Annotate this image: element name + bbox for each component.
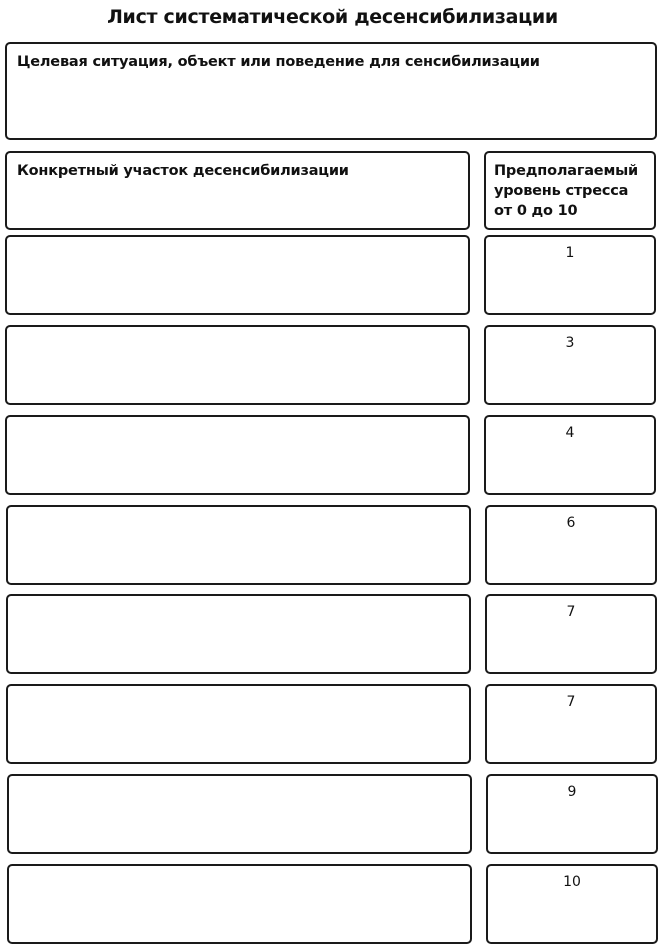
step-field-6[interactable] [6, 684, 471, 764]
stress-level-field-7[interactable] [486, 774, 658, 854]
stress-level-field-4[interactable] [485, 505, 657, 585]
step-field-4[interactable] [6, 505, 471, 585]
step-field-7[interactable] [7, 774, 472, 854]
stress-label-line-2: уровень стресса [494, 183, 629, 199]
stress-level-2: 3 [565, 335, 575, 351]
step-field-8[interactable] [7, 864, 472, 944]
step-column-label: Конкретный участок десенсибилизации [17, 163, 349, 179]
step-column-header [5, 151, 470, 230]
stress-level-4: 6 [566, 515, 576, 531]
stress-level-7: 9 [567, 784, 577, 800]
step-field-5[interactable] [6, 594, 471, 674]
stress-level-field-3[interactable] [484, 415, 656, 495]
stress-level-8: 10 [563, 874, 581, 890]
stress-level-3: 4 [565, 425, 575, 441]
stress-level-field-1[interactable] [484, 235, 656, 315]
target-situation-field[interactable] [5, 42, 657, 140]
stress-level-field-5[interactable] [485, 594, 657, 674]
target-situation-label: Целевая ситуация, объект или поведение для сенсибилизации [17, 54, 540, 70]
stress-level-field-8[interactable] [486, 864, 658, 944]
stress-label-line-3: от 0 до 10 [494, 203, 578, 219]
step-field-3[interactable] [5, 415, 470, 495]
stress-column-header [484, 151, 656, 230]
stress-label-line-1: Предполагаемый [494, 163, 638, 179]
step-field-1[interactable] [5, 235, 470, 315]
stress-level-6: 7 [566, 694, 576, 710]
stress-level-field-2[interactable] [484, 325, 656, 405]
stress-level-1: 1 [565, 245, 575, 261]
stress-level-5: 7 [566, 604, 576, 620]
page-title: Лист систематической десенсибилизации [107, 6, 558, 28]
step-field-2[interactable] [5, 325, 470, 405]
stress-level-field-6[interactable] [485, 684, 657, 764]
stress-column-label [494, 161, 654, 221]
